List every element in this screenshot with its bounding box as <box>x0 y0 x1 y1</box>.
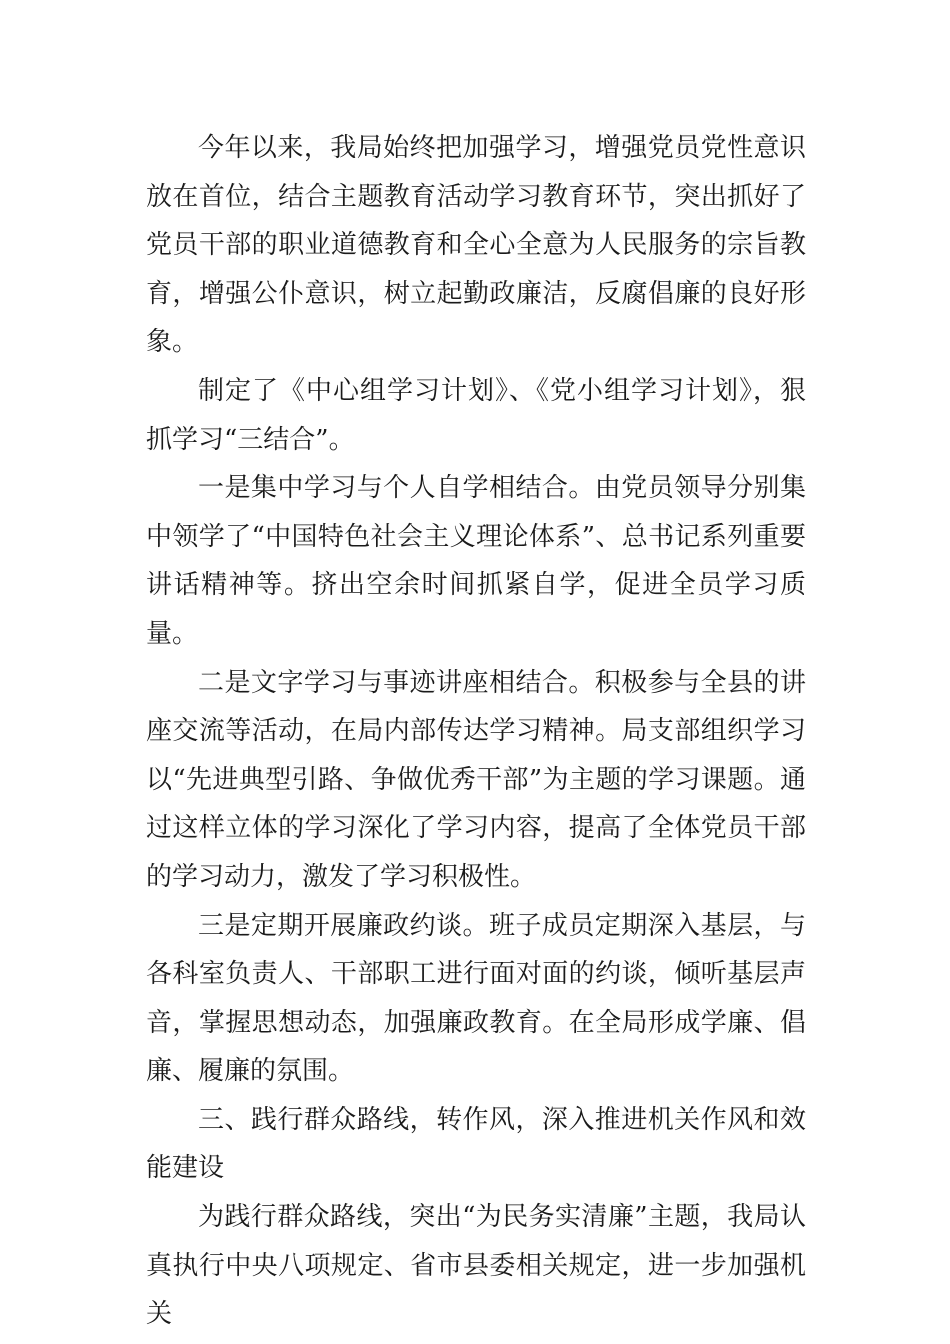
section-heading-mass-line: 三、践行群众路线，转作风，深入推进机关作风和效能建设 <box>146 1104 806 1184</box>
paragraph-text-and-lectures: 二是文字学习与事迹讲座相结合。积极参与全县的讲座交流等活动，在局内部传达学习精神。局支部组织学习以“先进典型引路、争做优秀干部”为主题的学习课题。通过这样立体的学习深化了学习内容，提高了全体党员干部的学习动力，激发了学习积极性。 <box>146 667 806 892</box>
paragraph-collective-study: 一是集中学习与个人自学相结合。由党员领导分别集中领学了“中国特色社会主义理论体系”、总书记系列重要讲话精神等。挤出空余时间抓紧自学，促进全员学习质量。 <box>146 473 806 649</box>
paragraph-mass-line-practice: 为践行群众路线，突出“为民务实清廉”主题，我局认真执行中央八项规定、省市县委相关规定，进一步加强机关 <box>146 1202 806 1330</box>
paragraph-study-plans: 制定了《中心组学习计划》、《党小组学习计划》，狠抓学习“三结合”。 <box>146 375 806 455</box>
paragraph-integrity-talks: 三是定期开展廉政约谈。班子成员定期深入基层，与各科室负责人、干部职工进行面对面的约谈，倾听基层声音，掌握思想动态，加强廉政教育。在全局形成学廉、倡廉、履廉的氛围。 <box>146 910 806 1087</box>
document-body <box>146 124 806 1339</box>
paragraph-study-priority: 今年以来，我局始终把加强学习，增强党员党性意识放在首位，结合主题教育活动学习教育环节，突出抓好了党员干部的职业道德教育和全心全意为人民服务的宗旨教育，增强公仆意识，树立起勤政廉洁，反腐倡廉的良好形象。 <box>146 133 806 358</box>
